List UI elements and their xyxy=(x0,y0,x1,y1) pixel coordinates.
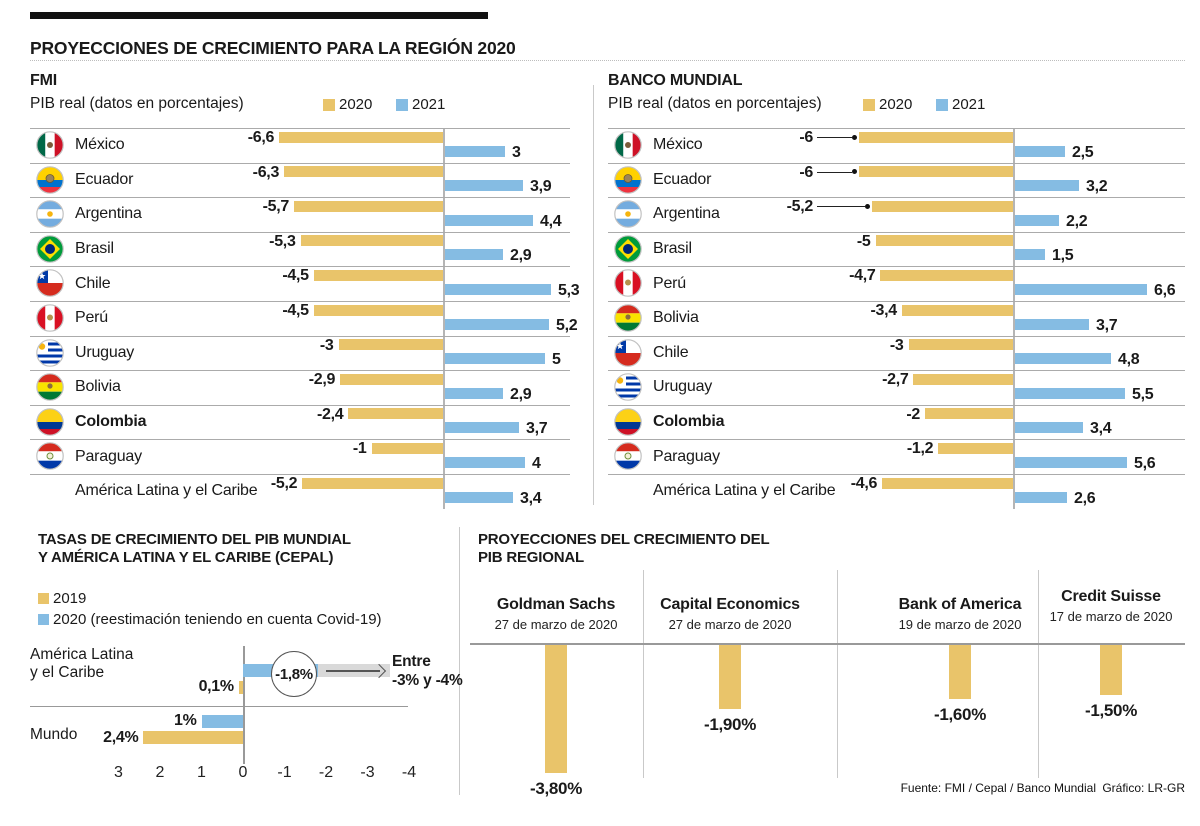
bar-2021 xyxy=(1015,249,1045,260)
bar-2020 xyxy=(859,166,1013,177)
bar-2020 xyxy=(339,339,444,350)
callout-dot xyxy=(852,135,857,140)
bar-2020 xyxy=(302,478,443,489)
cepal-title-line2: Y AMÉRICA LATINA Y EL CARIBE (CEPAL) xyxy=(38,549,334,566)
country-label: Paraguay xyxy=(75,447,142,465)
bar-2020 xyxy=(301,235,443,246)
value-2020: -6 xyxy=(799,129,813,146)
bar-2021 xyxy=(1015,180,1079,191)
country-label: Uruguay xyxy=(75,343,135,361)
cepal-circle-annotation: -1,8% xyxy=(271,651,317,697)
value-2020: -3,4 xyxy=(870,302,897,319)
flag-chile-icon xyxy=(36,269,64,297)
bar-2020 xyxy=(872,201,1013,212)
bank-date: 17 de marzo de 2020 xyxy=(1049,609,1173,624)
pib-title-line2: PIB REGIONAL xyxy=(478,549,584,566)
value-2021: 2,6 xyxy=(1074,489,1096,507)
bar-2021 xyxy=(1015,388,1125,399)
bar-2020 xyxy=(880,270,1013,281)
bank-bar xyxy=(1100,645,1122,695)
country-label: Argentina xyxy=(653,205,720,223)
flag-ecuador-icon xyxy=(614,166,642,194)
flag-chile-icon xyxy=(614,339,642,367)
value-2020: -6,3 xyxy=(252,163,280,181)
x-axis-tick: -4 xyxy=(401,764,417,781)
value-2021: 2,9 xyxy=(510,385,532,403)
bar-2020 xyxy=(279,132,443,143)
flag-bolivia-icon xyxy=(614,304,642,332)
flag-argentina-icon xyxy=(614,200,642,228)
x-axis-tick: -2 xyxy=(318,764,334,781)
value-2020: -3 xyxy=(319,336,334,354)
value-2020: -5,3 xyxy=(269,232,296,250)
value-2021: 4,8 xyxy=(1118,351,1140,369)
callout-line xyxy=(817,172,852,173)
bank-date: 27 de marzo de 2020 xyxy=(668,617,792,632)
value-2021: 3,7 xyxy=(526,420,548,438)
country-label: Brasil xyxy=(653,240,692,258)
bank-value: -1,90% xyxy=(703,714,757,734)
legend-label-2020: 2020 xyxy=(339,96,373,113)
bank-value: -1,60% xyxy=(933,704,987,724)
bar-2021 xyxy=(445,284,551,295)
flag-peru-icon xyxy=(36,304,64,332)
bank-value: -1,50% xyxy=(1084,701,1138,721)
bar-2021 xyxy=(1015,492,1067,503)
legend-swatch-2021 xyxy=(936,99,948,111)
country-label: Bolivia xyxy=(653,309,699,327)
bank-name: Goldman Sachs xyxy=(496,596,616,613)
bar-2020 xyxy=(372,443,444,454)
country-label: América Latina y el Caribe xyxy=(653,482,836,500)
legend-label-2021: 2021 xyxy=(412,96,446,113)
value-2021: 5,3 xyxy=(558,281,580,299)
flag-mexico-icon xyxy=(36,131,64,159)
legend-label-2020-reest: 2020 (reestimación teniendo en cuenta Covid-19) xyxy=(53,611,382,628)
legend-label-2021: 2021 xyxy=(952,96,986,113)
value-2020: -6,6 xyxy=(247,129,275,146)
country-label: México xyxy=(75,136,125,154)
value-2021: 1,5 xyxy=(1052,247,1074,265)
value-2021: 6,6 xyxy=(1154,281,1176,299)
value-2020: -1,2 xyxy=(906,440,934,458)
country-label: Paraguay xyxy=(653,447,720,465)
bar-2020 xyxy=(284,166,443,177)
value-2021: 3,2 xyxy=(1086,178,1108,196)
value-2020: -5,2 xyxy=(786,198,813,216)
bar-2020 xyxy=(314,270,443,281)
cepal-title-line1: TASAS DE CRECIMIENTO DEL PIB MUNDIAL xyxy=(38,531,351,548)
cepal-category-label: Mundo xyxy=(30,726,78,743)
value-2020: -4,6 xyxy=(850,475,878,492)
country-label: México xyxy=(653,136,703,154)
bar-2020 xyxy=(913,374,1013,385)
x-axis-tick: 1 xyxy=(197,764,206,781)
bar-2020 xyxy=(314,305,443,316)
bm-title: BANCO MUNDIAL xyxy=(608,72,743,89)
country-label: Colombia xyxy=(653,413,725,431)
value-2021: 3,7 xyxy=(1096,316,1118,334)
cepal-bar-2019 xyxy=(239,681,243,694)
flag-paraguay-icon xyxy=(614,442,642,470)
callout-dot xyxy=(865,204,870,209)
value-2020: -2,4 xyxy=(317,405,344,423)
value-2021: 4 xyxy=(532,454,541,472)
bar-2020 xyxy=(859,132,1013,143)
fmi-subtitle: PIB real (datos en porcentajes) xyxy=(30,95,244,112)
flag-uruguay-icon xyxy=(614,373,642,401)
flag-brasil-icon xyxy=(36,235,64,263)
bar-2021 xyxy=(1015,146,1065,157)
country-label: América Latina y el Caribe xyxy=(75,482,258,500)
value-2020: -3 xyxy=(889,336,904,354)
value-2020: -1 xyxy=(352,440,367,458)
bar-2020 xyxy=(340,374,443,385)
bar-2021 xyxy=(1015,422,1083,433)
bank-date: 19 de marzo de 2020 xyxy=(898,617,1022,632)
legend-swatch-2020 xyxy=(863,99,875,111)
value-2021: 5,6 xyxy=(1134,454,1156,472)
country-label: Argentina xyxy=(75,205,142,223)
value-2020: -2,9 xyxy=(308,371,336,389)
bar-2021 xyxy=(445,249,503,260)
value-2021: 3,4 xyxy=(1090,420,1112,438)
flag-peru-icon xyxy=(614,269,642,297)
source-credit: Fuente: FMI / Cepal / Banco Mundial xyxy=(900,781,1096,795)
value-2020: -5,2 xyxy=(270,475,298,492)
flag-colombia-icon xyxy=(36,408,64,436)
bar-2021 xyxy=(445,146,505,157)
flag-uruguay-icon xyxy=(36,339,64,367)
x-axis-tick: 0 xyxy=(238,764,248,781)
cepal-arrow-label-line1: Entre xyxy=(392,653,431,670)
bar-2021 xyxy=(445,353,545,364)
bar-2021 xyxy=(1015,215,1059,226)
flag-argentina-icon xyxy=(36,200,64,228)
bar-2020 xyxy=(876,235,1014,246)
bar-2020 xyxy=(348,408,443,419)
value-2021: 2,5 xyxy=(1072,143,1094,161)
value-2021: 3 xyxy=(512,143,521,161)
country-label: Perú xyxy=(75,309,108,327)
flag-mexico-icon xyxy=(614,131,642,159)
bm-subtitle: PIB real (datos en porcentajes) xyxy=(608,95,822,112)
value-2020: -4,7 xyxy=(849,267,876,285)
x-axis-tick: -3 xyxy=(360,764,375,781)
top-rule xyxy=(30,12,488,19)
bar-2020 xyxy=(909,339,1014,350)
cepal-value-2019: 2,4% xyxy=(103,729,139,746)
bar-2021 xyxy=(1015,457,1127,468)
country-label: Ecuador xyxy=(653,170,712,188)
bar-2020 xyxy=(882,478,1013,489)
cepal-bar-2019 xyxy=(143,731,243,744)
value-2021: 5 xyxy=(552,351,561,369)
bar-2020 xyxy=(902,305,1013,316)
value-2021: 4,4 xyxy=(540,212,562,230)
bank-bar xyxy=(719,645,741,709)
pib-title-line1: PROYECCIONES DEL CRECIMIENTO DEL xyxy=(478,531,770,548)
cepal-category-label: y el Caribe xyxy=(30,664,105,681)
callout-line xyxy=(817,137,852,138)
country-label: Brasil xyxy=(75,240,114,258)
flag-brasil-icon xyxy=(614,235,642,263)
cepal-arrow-label-line2: -3% y -4% xyxy=(392,672,463,689)
page-title: PROYECCIONES DE CRECIMIENTO PARA LA REGIÓN 2020 xyxy=(30,38,516,58)
x-axis-tick: -1 xyxy=(277,764,292,781)
cepal-row-separator xyxy=(30,706,408,707)
country-label: Chile xyxy=(75,274,111,292)
legend-label-2019: 2019 xyxy=(53,590,87,607)
flag-bolivia-icon xyxy=(36,373,64,401)
callout-dot xyxy=(852,169,857,174)
bank-name: Capital Economics xyxy=(660,596,800,613)
bank-baseline xyxy=(470,643,1185,645)
bar-2021 xyxy=(1015,319,1089,330)
country-label: Colombia xyxy=(75,413,147,431)
row-separator xyxy=(608,266,1185,267)
value-2020: -2 xyxy=(906,405,920,423)
bar-2021 xyxy=(445,492,513,503)
value-2020: -5,7 xyxy=(262,198,289,216)
country-label: Chile xyxy=(653,343,689,361)
legend-swatch-2021 xyxy=(396,99,408,111)
value-2020: -6 xyxy=(799,163,813,181)
bar-2021 xyxy=(445,180,523,191)
cepal-category-label: América Latina xyxy=(30,646,134,663)
graphic-credit: Gráfico: LR-GR xyxy=(1102,781,1185,795)
bank-name: Credit Suisse xyxy=(1061,588,1161,605)
legend-swatch-2020 xyxy=(323,99,335,111)
bank-value: -3,80% xyxy=(529,778,583,798)
flag-ecuador-icon xyxy=(36,166,64,194)
value-2021: 3,4 xyxy=(520,489,542,507)
value-2020: -4,5 xyxy=(282,302,309,319)
legend-swatch-2019 xyxy=(38,593,49,604)
bank-date: 27 de marzo de 2020 xyxy=(494,617,618,632)
flag-colombia-icon xyxy=(614,408,642,436)
bar-2020 xyxy=(925,408,1013,419)
bank-bar xyxy=(949,645,971,699)
country-label: Bolivia xyxy=(75,378,121,396)
panel-divider-top xyxy=(593,85,594,505)
country-label: Perú xyxy=(653,274,686,292)
value-2020: -5 xyxy=(856,232,871,250)
bar-2021 xyxy=(445,319,549,330)
title-divider xyxy=(30,60,1185,61)
legend-label-2020: 2020 xyxy=(879,96,913,113)
country-label: Ecuador xyxy=(75,170,134,188)
bank-divider-2 xyxy=(837,570,838,778)
row-separator xyxy=(608,232,1185,233)
value-2021: 2,9 xyxy=(510,247,532,265)
bar-2021 xyxy=(1015,284,1147,295)
cepal-bar-2020 xyxy=(202,715,244,728)
country-label: Uruguay xyxy=(653,378,713,396)
panel-divider-bottom xyxy=(459,527,460,795)
cepal-value-2019: 0,1% xyxy=(198,678,234,695)
bar-2020 xyxy=(938,443,1013,454)
x-axis-tick: 2 xyxy=(155,764,165,781)
value-2020: -4,5 xyxy=(282,267,309,285)
fmi-title: FMI xyxy=(30,72,57,89)
legend-swatch-2020-reest xyxy=(38,614,49,625)
bar-2020 xyxy=(294,201,443,212)
callout-line xyxy=(817,206,865,207)
flag-paraguay-icon xyxy=(36,442,64,470)
value-2021: 5,2 xyxy=(556,316,578,334)
bar-2021 xyxy=(445,457,525,468)
value-2021: 3,9 xyxy=(530,178,552,196)
cepal-value-2020: 1% xyxy=(173,712,197,729)
bar-2021 xyxy=(445,422,519,433)
bar-2021 xyxy=(445,215,533,226)
bank-bar xyxy=(545,645,567,773)
x-axis-tick: 3 xyxy=(114,764,123,781)
value-2020: -2,7 xyxy=(882,371,909,389)
bank-name: Bank of America xyxy=(898,596,1022,613)
value-2021: 5,5 xyxy=(1132,385,1154,403)
bar-2021 xyxy=(1015,353,1111,364)
value-2021: 2,2 xyxy=(1066,212,1088,230)
bar-2021 xyxy=(445,388,503,399)
